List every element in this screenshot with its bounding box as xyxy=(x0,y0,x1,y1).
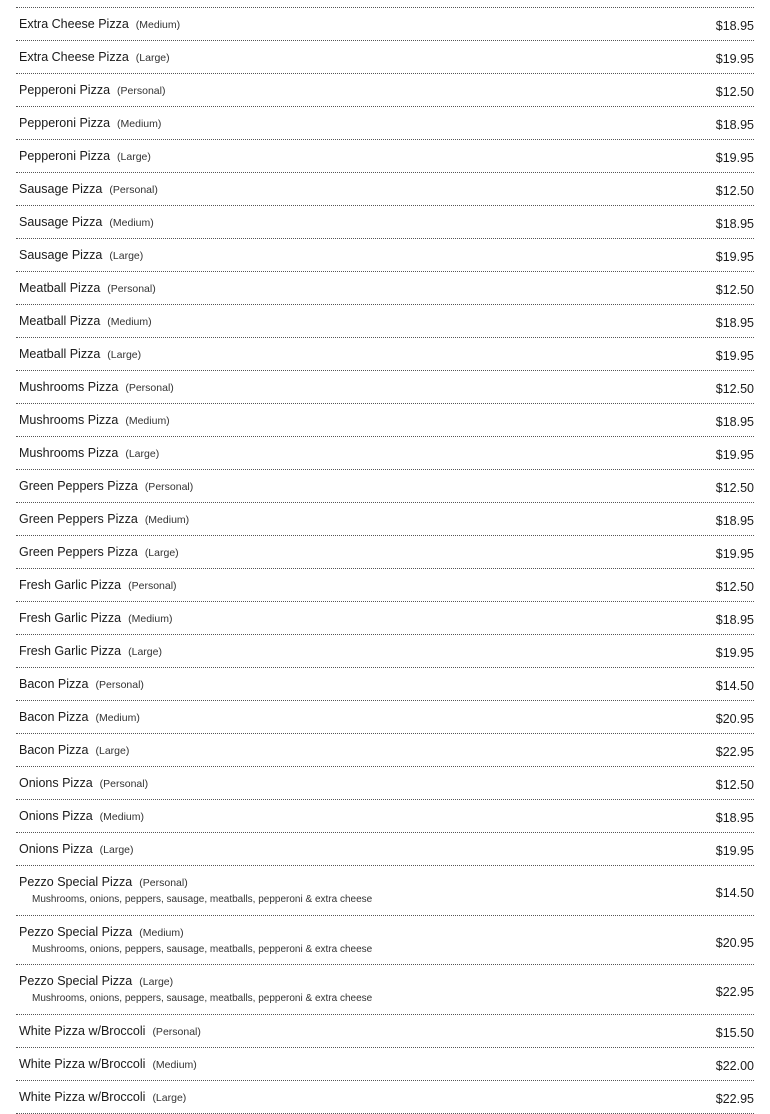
menu-item-title-line xyxy=(19,281,156,295)
menu-item-price: $18.95 xyxy=(715,514,754,528)
menu-item-price: $19.95 xyxy=(715,646,754,660)
menu-item-row[interactable] xyxy=(16,173,754,206)
menu-item-info xyxy=(19,215,154,229)
menu-item-title-line xyxy=(19,512,189,526)
menu-item-price: $22.95 xyxy=(715,1091,754,1106)
menu-item-name: Pezzo Special Pizza xyxy=(19,924,133,939)
menu-item-price: $12.50 xyxy=(715,184,754,198)
menu-item-title-line xyxy=(19,545,179,559)
menu-item-price: $12.50 xyxy=(715,580,754,594)
menu-item-info xyxy=(19,248,143,262)
menu-item-row[interactable] xyxy=(16,1015,754,1048)
menu-item-price: $15.50 xyxy=(715,1025,754,1040)
menu-item-row[interactable] xyxy=(16,1048,754,1081)
menu-item-title-line xyxy=(19,743,129,757)
menu-item-row[interactable] xyxy=(16,767,754,800)
menu-item-price: $22.00 xyxy=(715,1058,754,1073)
menu-item-name: Extra Cheese Pizza xyxy=(19,50,129,64)
menu-item-row[interactable] xyxy=(16,916,754,966)
menu-item-name: White Pizza w/Broccoli xyxy=(19,1023,146,1038)
menu-item-info xyxy=(19,413,170,427)
menu-item-price: $18.95 xyxy=(715,415,754,429)
menu-item-name: Bacon Pizza xyxy=(19,710,89,724)
menu-item-row[interactable] xyxy=(16,866,754,916)
menu-item-row[interactable] xyxy=(16,8,754,41)
menu-item-size: (Personal) xyxy=(107,283,156,295)
menu-item-row[interactable] xyxy=(16,107,754,140)
menu-item-name: Green Peppers Pizza xyxy=(19,545,138,559)
menu-item-name: Mushrooms Pizza xyxy=(19,413,119,427)
menu-item-title-line xyxy=(19,578,177,592)
menu-item-title-line xyxy=(19,875,372,889)
menu-item-info xyxy=(19,743,129,757)
menu-item-name: Sausage Pizza xyxy=(19,248,103,262)
menu-item-name: Bacon Pizza xyxy=(19,677,89,691)
menu-item-size: (Medium) xyxy=(107,316,152,328)
menu-item-info xyxy=(19,116,161,130)
menu-item-row[interactable] xyxy=(16,437,754,470)
menu-item-size: (Large) xyxy=(152,1091,187,1104)
menu-item-price: $19.95 xyxy=(715,151,754,165)
menu-item-title-line xyxy=(19,842,134,856)
menu-item-size: (Personal) xyxy=(152,1025,201,1038)
menu-item-info xyxy=(19,809,144,823)
menu-item-name: Mushrooms Pizza xyxy=(19,446,119,460)
menu-item-title-line xyxy=(19,149,151,163)
menu-item-info xyxy=(19,347,141,361)
menu-item-size: (Personal) xyxy=(99,778,149,790)
menu-item-price: $12.50 xyxy=(715,85,754,99)
menu-item-name: Fresh Garlic Pizza xyxy=(19,611,122,625)
menu-item-title-line xyxy=(19,611,172,625)
menu-item-price: $14.50 xyxy=(715,679,754,693)
menu-item-price: $20.95 xyxy=(715,935,754,950)
menu-item-title-line xyxy=(19,677,144,691)
menu-item-info xyxy=(19,578,177,592)
menu-item-info xyxy=(19,545,179,559)
menu-item-row[interactable] xyxy=(16,602,754,635)
menu-item-title-line xyxy=(19,248,143,262)
menu-item-price: $18.95 xyxy=(715,811,754,825)
menu-item-name: Pezzo Special Pizza xyxy=(19,875,133,890)
menu-item-price: $12.50 xyxy=(715,283,754,297)
menu-item-size: (Medium) xyxy=(128,613,173,625)
menu-item-name: White Pizza w/Broccoli xyxy=(19,1089,146,1104)
menu-item-name: Meatball Pizza xyxy=(19,347,101,361)
menu-item-info xyxy=(19,1024,201,1038)
menu-item-title-line xyxy=(19,479,193,493)
menu-item-name: Pepperoni Pizza xyxy=(19,149,111,163)
menu-item-size: (Personal) xyxy=(125,382,174,394)
menu-item-row[interactable] xyxy=(16,140,754,173)
menu-item-row[interactable] xyxy=(16,800,754,833)
menu-item-row[interactable] xyxy=(16,41,754,74)
menu-item-size: (Large) xyxy=(139,976,174,989)
menu-item-title-line xyxy=(19,17,180,31)
menu-item-size: (Medium) xyxy=(99,811,144,823)
menu-item-row[interactable] xyxy=(16,668,754,701)
menu-item-price: $12.50 xyxy=(715,481,754,495)
menu-item-name: Mushrooms Pizza xyxy=(19,380,119,394)
menu-item-info xyxy=(19,380,174,394)
menu-item-name: Meatball Pizza xyxy=(19,314,101,328)
menu-item-name: Sausage Pizza xyxy=(19,215,103,229)
menu-item-row[interactable] xyxy=(16,206,754,239)
menu-item-title-line xyxy=(19,1024,201,1038)
menu-item-size: (Large) xyxy=(107,349,142,361)
menu-item-row[interactable] xyxy=(16,404,754,437)
menu-item-price: $20.95 xyxy=(715,712,754,726)
menu-item-name: Pezzo Special Pizza xyxy=(19,974,133,989)
menu-item-row[interactable] xyxy=(16,272,754,305)
menu-list xyxy=(16,7,754,1114)
menu-item-info xyxy=(19,1090,186,1104)
menu-item-info xyxy=(19,842,134,856)
menu-item-name: Onions Pizza xyxy=(19,842,93,856)
menu-item-info xyxy=(19,925,372,955)
menu-item-name: Onions Pizza xyxy=(19,776,93,790)
menu-item-name: Sausage Pizza xyxy=(19,182,103,196)
menu-item-row[interactable] xyxy=(16,536,754,569)
menu-item-price: $19.95 xyxy=(715,250,754,264)
menu-item-row[interactable] xyxy=(16,503,754,536)
menu-item-title-line xyxy=(19,644,162,658)
menu-item-info xyxy=(19,149,151,163)
menu-item-title-line xyxy=(19,215,154,229)
menu-item-info xyxy=(19,710,140,724)
menu-item-name: Green Peppers Pizza xyxy=(19,479,138,493)
menu-item-size: (Personal) xyxy=(95,679,144,691)
menu-item-info xyxy=(19,677,144,691)
menu-item-name: Fresh Garlic Pizza xyxy=(19,578,122,592)
menu-item-info xyxy=(19,281,156,295)
menu-item-row[interactable] xyxy=(16,338,754,371)
menu-item-name: Green Peppers Pizza xyxy=(19,512,138,526)
menu-item-name: Bacon Pizza xyxy=(19,743,89,757)
menu-item-row[interactable] xyxy=(16,635,754,668)
menu-item-name: Onions Pizza xyxy=(19,809,93,823)
menu-item-info xyxy=(19,1057,197,1071)
menu-item-price: $18.95 xyxy=(715,316,754,330)
menu-item-title-line xyxy=(19,182,158,196)
menu-item-title-line xyxy=(19,1090,186,1104)
menu-item-title-line xyxy=(19,710,140,724)
menu-item-info xyxy=(19,644,162,658)
menu-item-size: (Personal) xyxy=(117,85,166,97)
menu-item-price: $18.95 xyxy=(715,19,754,33)
menu-item-name: Meatball Pizza xyxy=(19,281,101,295)
menu-item-title-line xyxy=(19,974,372,988)
menu-item-info xyxy=(19,314,152,328)
menu-item-size: (Large) xyxy=(125,448,160,460)
menu-item-price: $18.95 xyxy=(715,217,754,231)
menu-item-info xyxy=(19,17,180,31)
menu-item-row[interactable] xyxy=(16,371,754,404)
menu-item-price: $12.50 xyxy=(715,382,754,396)
menu-item-size: (Personal) xyxy=(139,877,188,890)
menu-item-name: Pepperoni Pizza xyxy=(19,83,111,97)
menu-item-info xyxy=(19,974,372,1004)
menu-item-info xyxy=(19,446,159,460)
menu-item-size: (Personal) xyxy=(109,184,158,196)
menu-item-info xyxy=(19,512,189,526)
menu-item-size: (Medium) xyxy=(125,415,170,427)
menu-item-description: Mushrooms, onions, peppers, sausage, meatballs, pepperoni & extra cheese xyxy=(32,993,373,1005)
menu-item-title-line xyxy=(19,446,159,460)
menu-item-row[interactable] xyxy=(16,74,754,107)
menu-item-title-line xyxy=(19,1057,197,1071)
menu-item-name: Extra Cheese Pizza xyxy=(19,17,129,31)
menu-item-size: (Large) xyxy=(117,151,151,163)
menu-item-size: (Medium) xyxy=(144,514,190,526)
menu-item-info xyxy=(19,83,165,97)
menu-item-size: (Personal) xyxy=(144,481,194,493)
menu-item-row[interactable] xyxy=(16,1081,754,1114)
menu-item-size: (Large) xyxy=(135,52,170,64)
menu-item-title-line xyxy=(19,314,152,328)
menu-item-size: (Large) xyxy=(95,745,130,757)
menu-item-size: (Medium) xyxy=(109,217,154,229)
menu-item-name: Pepperoni Pizza xyxy=(19,116,111,130)
menu-item-size: (Medium) xyxy=(95,712,140,724)
menu-item-price: $22.95 xyxy=(715,985,754,1000)
menu-item-price: $22.95 xyxy=(715,745,754,759)
menu-item-size: (Large) xyxy=(144,547,179,559)
menu-item-size: (Large) xyxy=(109,250,144,262)
menu-item-title-line xyxy=(19,413,170,427)
menu-item-title-line xyxy=(19,50,170,64)
menu-item-row[interactable] xyxy=(16,734,754,767)
menu-item-price: $19.95 xyxy=(715,547,754,561)
menu-item-info xyxy=(19,182,158,196)
menu-item-row[interactable] xyxy=(16,965,754,1015)
menu-item-row[interactable] xyxy=(16,569,754,602)
menu-item-size: (Medium) xyxy=(135,19,181,31)
menu-item-row[interactable] xyxy=(16,305,754,338)
menu-item-title-line xyxy=(19,809,144,823)
menu-item-row[interactable] xyxy=(16,470,754,503)
menu-item-price: $12.50 xyxy=(715,778,754,792)
menu-item-title-line xyxy=(19,380,174,394)
menu-item-info xyxy=(19,479,193,493)
menu-item-price: $14.50 xyxy=(715,886,754,901)
menu-item-size: (Medium) xyxy=(139,926,184,939)
menu-item-title-line xyxy=(19,83,165,97)
menu-item-info xyxy=(19,776,148,790)
menu-item-size: (Medium) xyxy=(152,1058,197,1071)
menu-item-row[interactable] xyxy=(16,701,754,734)
menu-item-description: Mushrooms, onions, peppers, sausage, meatballs, pepperoni & extra cheese xyxy=(32,943,373,955)
menu-item-row[interactable] xyxy=(16,239,754,272)
menu-item-size: (Medium) xyxy=(117,118,162,130)
menu-item-size: (Large) xyxy=(128,646,162,658)
menu-item-size: (Personal) xyxy=(128,580,177,592)
menu-item-price: $19.95 xyxy=(715,844,754,858)
menu-item-info xyxy=(19,875,372,905)
menu-item-price: $19.95 xyxy=(715,52,754,66)
menu-item-title-line xyxy=(19,925,372,939)
menu-item-price: $18.95 xyxy=(715,613,754,627)
menu-item-name: Fresh Garlic Pizza xyxy=(19,644,122,658)
menu-item-name: White Pizza w/Broccoli xyxy=(19,1056,146,1071)
menu-item-price: $19.95 xyxy=(715,448,754,462)
menu-item-info xyxy=(19,50,170,64)
menu-item-size: (Large) xyxy=(99,844,134,856)
menu-item-title-line xyxy=(19,116,161,130)
menu-item-price: $19.95 xyxy=(715,349,754,363)
menu-item-row[interactable] xyxy=(16,833,754,866)
menu-item-price: $18.95 xyxy=(715,118,754,132)
menu-item-title-line xyxy=(19,776,148,790)
menu-item-info xyxy=(19,611,172,625)
menu-item-title-line xyxy=(19,347,141,361)
menu-item-description: Mushrooms, onions, peppers, sausage, meatballs, pepperoni & extra cheese xyxy=(32,894,373,906)
